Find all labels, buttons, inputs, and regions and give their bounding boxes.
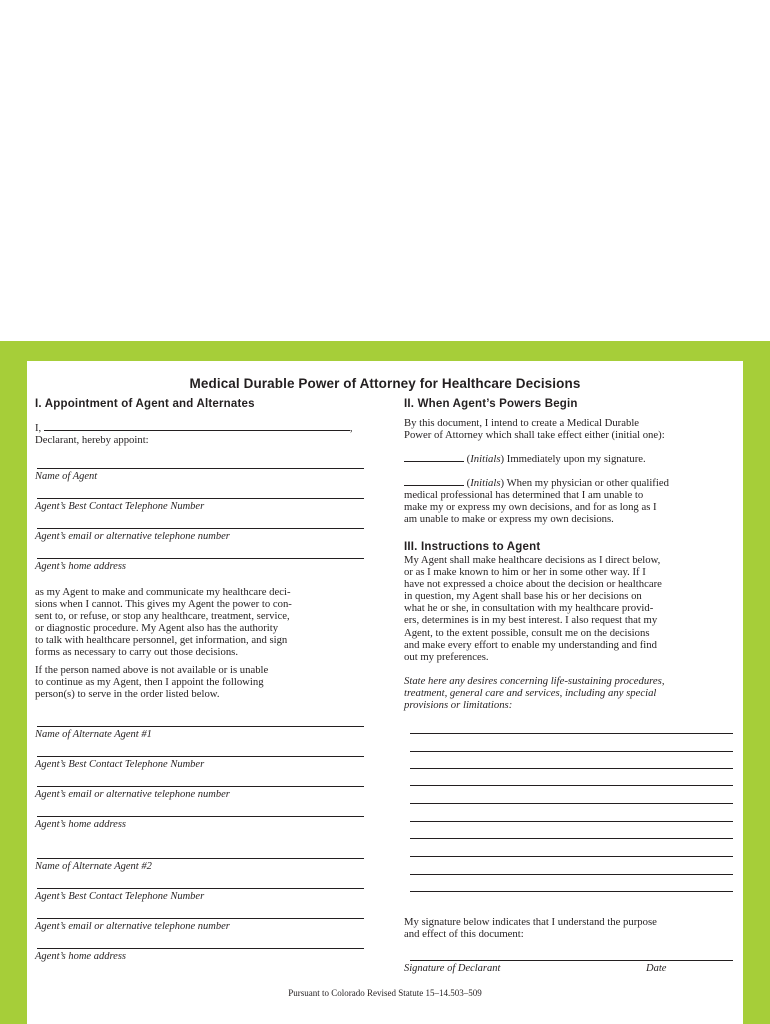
signature-field[interactable] (410, 960, 733, 961)
instruction-line: in question, my Agent shall base his or her decisions on (404, 590, 642, 603)
signature-label: Signature of Declarant (404, 963, 501, 974)
signature-statement-line: and effect of this document: (404, 928, 524, 941)
authority-line: or diagnostic procedure. My Agent also has the authority (35, 622, 279, 635)
alternate2-address-label: Agent’s home address (35, 951, 126, 962)
desires-writing-line[interactable] (410, 733, 733, 734)
option-incapacity-text: ) When my physician or other qualified (500, 477, 669, 489)
option-incapacity-line: medical professional has determined that I am unable to (404, 489, 644, 502)
desires-writing-line[interactable] (410, 751, 733, 752)
alternate2-email-field[interactable] (37, 918, 364, 919)
declarant-prefix: I, (35, 422, 42, 434)
instruction-line: and make every effort to enable my understanding and find (404, 638, 657, 651)
desires-line: treatment, general care and services, including any special (404, 687, 657, 700)
alternate1-address-label: Agent’s home address (35, 819, 126, 830)
alternate-line: person(s) to serve in the order listed below. (35, 688, 220, 701)
desires-writing-line[interactable] (410, 821, 733, 822)
declarant-line (35, 422, 353, 446)
alternate1-email-field[interactable] (37, 786, 364, 787)
agent-phone-label: Agent’s Best Contact Telephone Number (35, 501, 205, 512)
instruction-line: ers, determines is in my best interest. I also request that my (404, 614, 658, 627)
alternate-line: to continue as my Agent, then I appoint the following (35, 676, 264, 689)
authority-line: sent to, or refuse, or stop any healthcare, treatment, service, (35, 610, 290, 623)
authority-line: as my Agent to make and communicate my healthcare deci- (35, 586, 291, 598)
option-immediate (404, 453, 646, 465)
section2-heading: II. When Agent’s Powers Begin (404, 398, 578, 410)
intro-line: By this document, I intend to create a Medical Durable (404, 417, 640, 429)
alternate1-phone-label: Agent’s Best Contact Telephone Number (35, 759, 205, 770)
authority-line: forms as necessary to carry out those decisions. (35, 646, 239, 659)
section2-intro (404, 417, 665, 441)
desires-writing-line[interactable] (410, 874, 733, 875)
alternate2-name-label: Name of Alternate Agent #2 (35, 861, 152, 872)
alternate2-address-field[interactable] (37, 948, 364, 949)
alternate-paragraph (35, 664, 268, 700)
instruction-line: Agent, to the extent possible, consult me on the decisions (404, 626, 650, 639)
agent-name-label: Name of Agent (35, 471, 98, 482)
authority-line: to talk with healthcare personnel, get information, and sign (35, 634, 288, 647)
section1-heading: I. Appointment of Agent and Alternates (35, 398, 255, 410)
alternate1-email-label: Agent’s email or alternative telephone number (35, 789, 230, 800)
option-incapacity-line: am unable to make or express my own decisions. (404, 513, 614, 526)
date-label: Date (646, 963, 667, 974)
desires-writing-line[interactable] (410, 838, 733, 839)
instruction-line: out my preferences. (404, 650, 489, 663)
instruction-line: what he or she, in consultation with my healthcare provid- (404, 602, 654, 615)
initials-label: Initials (470, 477, 501, 489)
desires-writing-line[interactable] (410, 785, 733, 786)
desires-writing-line[interactable] (410, 891, 733, 892)
signature-statement-line: My signature below indicates that I understand the purpose (404, 916, 657, 928)
instructions-paragraph (404, 554, 662, 663)
agent-phone-field[interactable] (37, 498, 364, 499)
initials-immediate-field[interactable] (404, 453, 464, 462)
declarant-line2: Declarant, hereby appoint: (35, 434, 149, 447)
statute-footer: Pursuant to Colorado Revised Statute 15–14.503–509 (288, 988, 482, 998)
authority-line: sions when I cannot. This gives my Agent the power to con- (35, 598, 292, 611)
declarant-suffix: , (349, 422, 353, 434)
form-title: Medical Durable Power of Attorney for Healthcare Decisions (189, 376, 581, 391)
signature-statement (404, 916, 657, 940)
initials-incapacity-field[interactable] (404, 477, 464, 486)
agent-address-field[interactable] (37, 558, 364, 559)
declarant-name-field[interactable] (44, 422, 350, 431)
alternate2-name-field[interactable] (37, 858, 364, 859)
alternate1-name-label: Name of Alternate Agent #1 (35, 729, 152, 740)
form-sheet (27, 361, 743, 1024)
desires-writing-line[interactable] (410, 856, 733, 857)
agent-email-field[interactable] (37, 528, 364, 529)
intro-line: Power of Attorney which shall take effect either (initial one): (404, 429, 665, 442)
instruction-line: have not expressed a choice about the decision or healthcare (404, 578, 662, 591)
instruction-line: or as I make known to him or her in some other way. If I (404, 566, 646, 579)
agent-name-field[interactable] (37, 468, 364, 469)
option-immediate-text: ) Immediately upon my signature. (500, 453, 646, 465)
section3-heading: III. Instructions to Agent (404, 541, 541, 553)
desires-line: provisions or limitations: (404, 699, 513, 712)
alternate1-phone-field[interactable] (37, 756, 364, 757)
desires-prompt (404, 675, 665, 711)
agent-address-label: Agent’s home address (35, 561, 126, 572)
desires-writing-line[interactable] (410, 803, 733, 804)
initials-label: Initials (470, 453, 501, 465)
desires-line: State here any desires concerning life-sustaining procedures, (404, 675, 665, 687)
alternate2-email-label: Agent’s email or alternative telephone number (35, 921, 230, 932)
desires-writing-line[interactable] (410, 768, 733, 769)
paren-open: ( (466, 453, 471, 465)
blank-top-area (0, 0, 770, 341)
option-incapacity-line: make my or express my own decisions, and for as long as I (404, 501, 657, 514)
alternate2-phone-field[interactable] (37, 888, 364, 889)
alternate2-phone-label: Agent’s Best Contact Telephone Number (35, 891, 205, 902)
alternate1-address-field[interactable] (37, 816, 364, 817)
alternate1-name-field[interactable] (37, 726, 364, 727)
paren-open: ( (466, 477, 471, 489)
authority-paragraph (35, 586, 292, 659)
option-incapacity (404, 477, 669, 525)
instruction-line: My Agent shall make healthcare decisions as I direct below, (404, 554, 661, 566)
agent-email-label: Agent’s email or alternative telephone number (35, 531, 230, 542)
alternate-line: If the person named above is not available or is unable (35, 664, 269, 676)
